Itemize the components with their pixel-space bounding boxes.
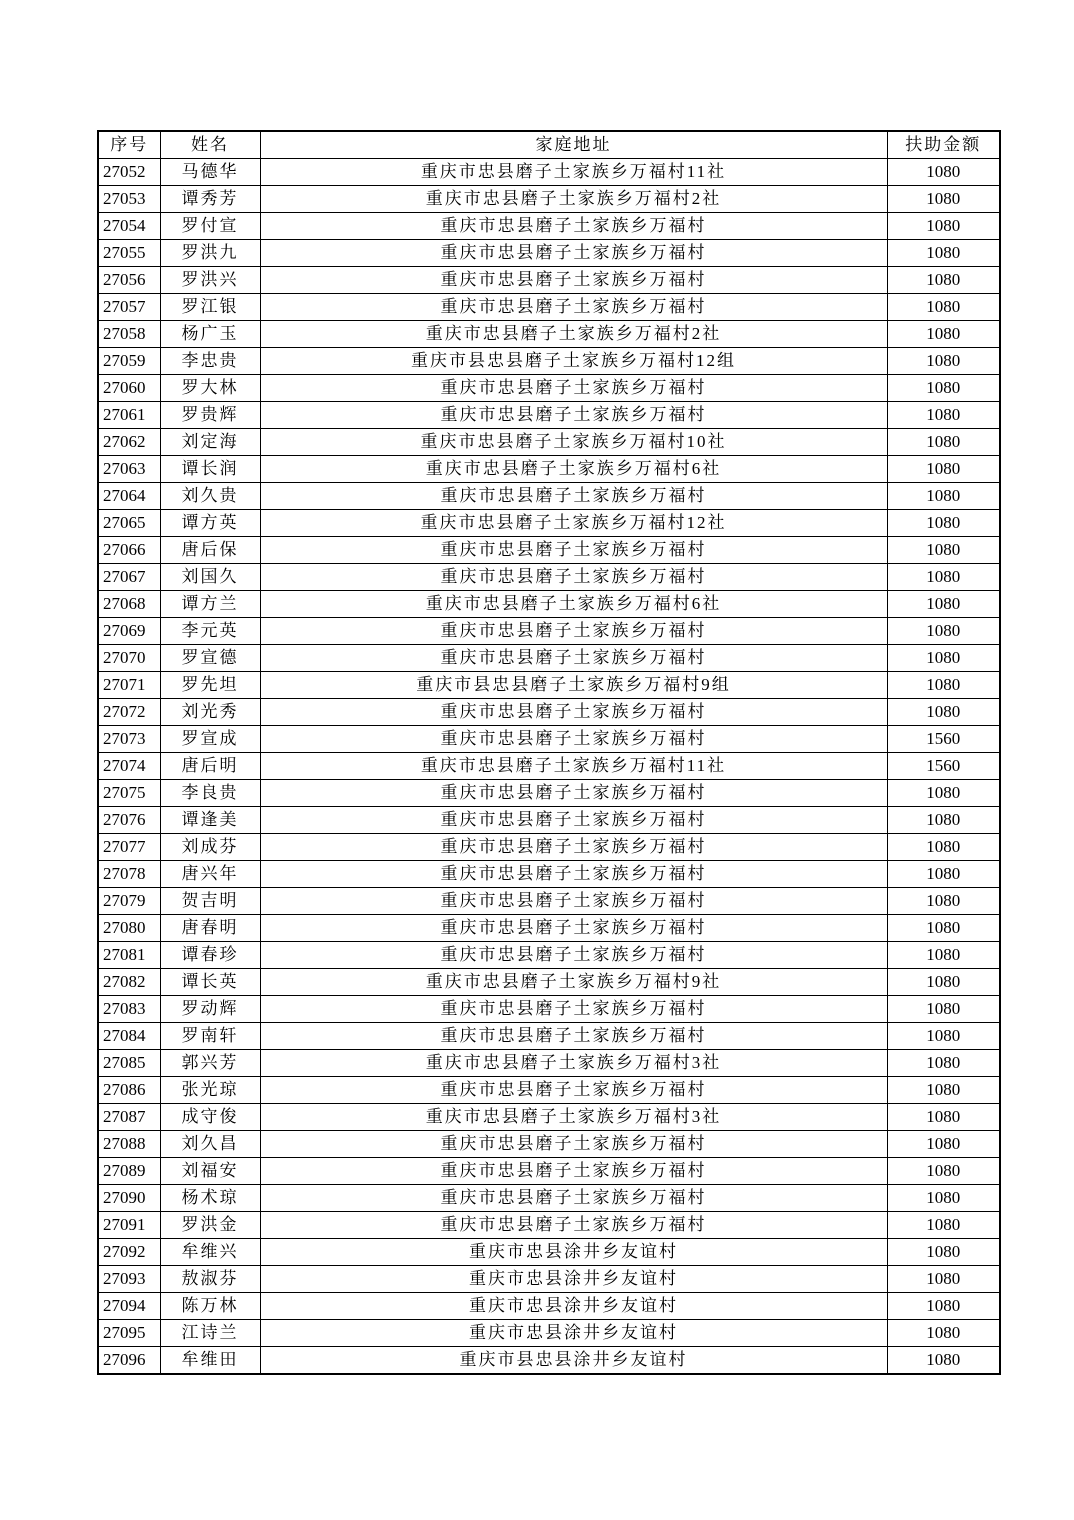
cell-address: 重庆市忠县磨子土家族乡万福村12社 xyxy=(260,510,887,537)
cell-name: 谭春珍 xyxy=(160,942,260,969)
cell-address: 重庆市忠县磨子土家族乡万福村 xyxy=(260,402,887,429)
cell-address: 重庆市忠县磨子土家族乡万福村 xyxy=(260,564,887,591)
table-row xyxy=(98,672,1000,699)
cell-amount: 1080 xyxy=(887,1185,1000,1212)
cell-amount: 1080 xyxy=(887,1239,1000,1266)
assistance-table xyxy=(97,130,1001,1375)
cell-address: 重庆市忠县磨子土家族乡万福村 xyxy=(260,807,887,834)
cell-name: 罗宣德 xyxy=(160,645,260,672)
cell-address: 重庆市忠县磨子土家族乡万福村10社 xyxy=(260,429,887,456)
table-row xyxy=(98,1320,1000,1347)
cell-address: 重庆市忠县磨子土家族乡万福村 xyxy=(260,1212,887,1239)
cell-name: 罗宣成 xyxy=(160,726,260,753)
cell-address: 重庆市县忠县涂井乡友谊村 xyxy=(260,1347,887,1375)
table-row xyxy=(98,834,1000,861)
cell-index: 27063 xyxy=(98,456,160,483)
cell-name: 牟维兴 xyxy=(160,1239,260,1266)
cell-address: 重庆市忠县涂井乡友谊村 xyxy=(260,1239,887,1266)
cell-address: 重庆市忠县磨子土家族乡万福村 xyxy=(260,996,887,1023)
cell-name: 刘定海 xyxy=(160,429,260,456)
cell-index: 27070 xyxy=(98,645,160,672)
cell-address: 重庆市忠县磨子土家族乡万福村 xyxy=(260,834,887,861)
cell-address: 重庆市忠县磨子土家族乡万福村 xyxy=(260,213,887,240)
table-row xyxy=(98,186,1000,213)
table-row xyxy=(98,996,1000,1023)
cell-address: 重庆市忠县磨子土家族乡万福村 xyxy=(260,1077,887,1104)
cell-index: 27094 xyxy=(98,1293,160,1320)
cell-index: 27083 xyxy=(98,996,160,1023)
cell-address: 重庆市忠县磨子土家族乡万福村6社 xyxy=(260,456,887,483)
cell-amount: 1560 xyxy=(887,726,1000,753)
cell-name: 张光琼 xyxy=(160,1077,260,1104)
table-row xyxy=(98,942,1000,969)
cell-name: 谭长润 xyxy=(160,456,260,483)
cell-address: 重庆市忠县磨子土家族乡万福村 xyxy=(260,240,887,267)
cell-index: 27056 xyxy=(98,267,160,294)
cell-amount: 1080 xyxy=(887,1266,1000,1293)
cell-address: 重庆市忠县磨子土家族乡万福村 xyxy=(260,537,887,564)
table-row xyxy=(98,375,1000,402)
cell-amount: 1080 xyxy=(887,483,1000,510)
cell-address: 重庆市忠县磨子土家族乡万福村 xyxy=(260,483,887,510)
table-row xyxy=(98,1077,1000,1104)
cell-amount: 1080 xyxy=(887,861,1000,888)
cell-address: 重庆市忠县涂井乡友谊村 xyxy=(260,1320,887,1347)
header-amount: 扶助金额 xyxy=(887,131,1000,159)
cell-name: 唐后明 xyxy=(160,753,260,780)
cell-name: 谭逢美 xyxy=(160,807,260,834)
cell-name: 罗江银 xyxy=(160,294,260,321)
table-row xyxy=(98,294,1000,321)
cell-name: 罗先坦 xyxy=(160,672,260,699)
cell-amount: 1080 xyxy=(887,510,1000,537)
cell-amount: 1080 xyxy=(887,1293,1000,1320)
header-address: 家庭地址 xyxy=(260,131,887,159)
table-row xyxy=(98,267,1000,294)
table-row xyxy=(98,456,1000,483)
cell-index: 27092 xyxy=(98,1239,160,1266)
cell-name: 成守俊 xyxy=(160,1104,260,1131)
cell-index: 27095 xyxy=(98,1320,160,1347)
cell-index: 27066 xyxy=(98,537,160,564)
table-row xyxy=(98,618,1000,645)
table-row xyxy=(98,483,1000,510)
table-row xyxy=(98,159,1000,186)
table-row xyxy=(98,780,1000,807)
cell-address: 重庆市忠县磨子土家族乡万福村11社 xyxy=(260,159,887,186)
cell-name: 杨广玉 xyxy=(160,321,260,348)
cell-amount: 1080 xyxy=(887,1050,1000,1077)
cell-index: 27059 xyxy=(98,348,160,375)
cell-amount: 1080 xyxy=(887,402,1000,429)
table-row xyxy=(98,1131,1000,1158)
table-row xyxy=(98,510,1000,537)
cell-index: 27088 xyxy=(98,1131,160,1158)
cell-index: 27061 xyxy=(98,402,160,429)
cell-address: 重庆市忠县磨子土家族乡万福村 xyxy=(260,780,887,807)
cell-address: 重庆市县忠县磨子土家族乡万福村12组 xyxy=(260,348,887,375)
cell-name: 谭方兰 xyxy=(160,591,260,618)
cell-name: 郭兴芳 xyxy=(160,1050,260,1077)
table-row xyxy=(98,1104,1000,1131)
table-row xyxy=(98,1347,1000,1375)
cell-name: 李良贵 xyxy=(160,780,260,807)
cell-amount: 1080 xyxy=(887,348,1000,375)
cell-amount: 1080 xyxy=(887,213,1000,240)
cell-amount: 1080 xyxy=(887,969,1000,996)
cell-name: 刘福安 xyxy=(160,1158,260,1185)
cell-index: 27077 xyxy=(98,834,160,861)
cell-name: 罗贵辉 xyxy=(160,402,260,429)
table-row xyxy=(98,402,1000,429)
cell-address: 重庆市忠县磨子土家族乡万福村 xyxy=(260,726,887,753)
cell-name: 罗洪九 xyxy=(160,240,260,267)
table-row xyxy=(98,591,1000,618)
cell-name: 谭秀芳 xyxy=(160,186,260,213)
cell-index: 27057 xyxy=(98,294,160,321)
cell-name: 陈万林 xyxy=(160,1293,260,1320)
table-row xyxy=(98,1050,1000,1077)
cell-amount: 1080 xyxy=(887,1158,1000,1185)
table-row xyxy=(98,429,1000,456)
cell-address: 重庆市忠县磨子土家族乡万福村3社 xyxy=(260,1050,887,1077)
cell-name: 罗洪金 xyxy=(160,1212,260,1239)
cell-address: 重庆市忠县磨子土家族乡万福村 xyxy=(260,699,887,726)
cell-amount: 1080 xyxy=(887,942,1000,969)
table-row xyxy=(98,1185,1000,1212)
table-row xyxy=(98,348,1000,375)
cell-index: 27067 xyxy=(98,564,160,591)
cell-index: 27084 xyxy=(98,1023,160,1050)
table-row xyxy=(98,1023,1000,1050)
cell-name: 罗南轩 xyxy=(160,1023,260,1050)
cell-index: 27080 xyxy=(98,915,160,942)
cell-address: 重庆市忠县磨子土家族乡万福村 xyxy=(260,1131,887,1158)
cell-address: 重庆市忠县磨子土家族乡万福村 xyxy=(260,861,887,888)
cell-index: 27081 xyxy=(98,942,160,969)
cell-amount: 1080 xyxy=(887,996,1000,1023)
cell-index: 27052 xyxy=(98,159,160,186)
cell-address: 重庆市忠县磨子土家族乡万福村2社 xyxy=(260,186,887,213)
table-row xyxy=(98,807,1000,834)
table-row xyxy=(98,888,1000,915)
cell-amount: 1080 xyxy=(887,1077,1000,1104)
cell-address: 重庆市忠县磨子土家族乡万福村2社 xyxy=(260,321,887,348)
cell-amount: 1080 xyxy=(887,294,1000,321)
cell-name: 谭方英 xyxy=(160,510,260,537)
cell-index: 27091 xyxy=(98,1212,160,1239)
cell-index: 27062 xyxy=(98,429,160,456)
cell-amount: 1080 xyxy=(887,429,1000,456)
table-row xyxy=(98,969,1000,996)
cell-index: 27058 xyxy=(98,321,160,348)
cell-amount: 1080 xyxy=(887,267,1000,294)
cell-amount: 1080 xyxy=(887,186,1000,213)
cell-index: 27086 xyxy=(98,1077,160,1104)
cell-name: 罗付宣 xyxy=(160,213,260,240)
cell-index: 27079 xyxy=(98,888,160,915)
cell-amount: 1080 xyxy=(887,537,1000,564)
cell-address: 重庆市忠县磨子土家族乡万福村 xyxy=(260,888,887,915)
cell-address: 重庆市忠县磨子土家族乡万福村 xyxy=(260,942,887,969)
table-row xyxy=(98,726,1000,753)
cell-amount: 1080 xyxy=(887,807,1000,834)
cell-name: 罗动辉 xyxy=(160,996,260,1023)
cell-amount: 1080 xyxy=(887,456,1000,483)
cell-index: 27069 xyxy=(98,618,160,645)
cell-amount: 1080 xyxy=(887,672,1000,699)
cell-amount: 1080 xyxy=(887,375,1000,402)
cell-name: 刘成芬 xyxy=(160,834,260,861)
cell-index: 27089 xyxy=(98,1158,160,1185)
cell-amount: 1080 xyxy=(887,1320,1000,1347)
cell-name: 刘久贵 xyxy=(160,483,260,510)
cell-address: 重庆市忠县磨子土家族乡万福村 xyxy=(260,267,887,294)
cell-index: 27074 xyxy=(98,753,160,780)
cell-index: 27073 xyxy=(98,726,160,753)
header-index: 序号 xyxy=(98,131,160,159)
cell-amount: 1080 xyxy=(887,1212,1000,1239)
cell-address: 重庆市忠县磨子土家族乡万福村 xyxy=(260,375,887,402)
cell-amount: 1080 xyxy=(887,888,1000,915)
cell-name: 唐兴年 xyxy=(160,861,260,888)
cell-address: 重庆市忠县磨子土家族乡万福村 xyxy=(260,1023,887,1050)
table-row xyxy=(98,699,1000,726)
table-row xyxy=(98,1266,1000,1293)
cell-name: 敖淑芬 xyxy=(160,1266,260,1293)
cell-address: 重庆市忠县涂井乡友谊村 xyxy=(260,1293,887,1320)
cell-address: 重庆市忠县磨子土家族乡万福村 xyxy=(260,1158,887,1185)
cell-address: 重庆市忠县磨子土家族乡万福村 xyxy=(260,1185,887,1212)
cell-address: 重庆市忠县磨子土家族乡万福村6社 xyxy=(260,591,887,618)
cell-index: 27087 xyxy=(98,1104,160,1131)
table-row xyxy=(98,537,1000,564)
cell-amount: 1080 xyxy=(887,591,1000,618)
cell-index: 27093 xyxy=(98,1266,160,1293)
cell-name: 李忠贵 xyxy=(160,348,260,375)
table-row xyxy=(98,321,1000,348)
cell-index: 27071 xyxy=(98,672,160,699)
cell-address: 重庆市忠县磨子土家族乡万福村 xyxy=(260,618,887,645)
cell-address: 重庆市忠县磨子土家族乡万福村 xyxy=(260,915,887,942)
cell-amount: 1080 xyxy=(887,1347,1000,1375)
cell-name: 谭长英 xyxy=(160,969,260,996)
table-row xyxy=(98,1293,1000,1320)
cell-name: 刘光秀 xyxy=(160,699,260,726)
cell-index: 27060 xyxy=(98,375,160,402)
cell-index: 27082 xyxy=(98,969,160,996)
cell-index: 27054 xyxy=(98,213,160,240)
cell-name: 李元英 xyxy=(160,618,260,645)
cell-index: 27085 xyxy=(98,1050,160,1077)
cell-address: 重庆市忠县磨子土家族乡万福村11社 xyxy=(260,753,887,780)
cell-address: 重庆市忠县磨子土家族乡万福村 xyxy=(260,645,887,672)
cell-index: 27090 xyxy=(98,1185,160,1212)
cell-address: 重庆市忠县磨子土家族乡万福村9社 xyxy=(260,969,887,996)
cell-amount: 1080 xyxy=(887,159,1000,186)
cell-amount: 1080 xyxy=(887,321,1000,348)
cell-index: 27075 xyxy=(98,780,160,807)
cell-name: 刘久昌 xyxy=(160,1131,260,1158)
cell-amount: 1080 xyxy=(887,834,1000,861)
cell-amount: 1080 xyxy=(887,618,1000,645)
cell-name: 唐春明 xyxy=(160,915,260,942)
cell-address: 重庆市忠县磨子土家族乡万福村 xyxy=(260,294,887,321)
cell-amount: 1080 xyxy=(887,915,1000,942)
header-row xyxy=(98,131,1000,159)
cell-amount: 1080 xyxy=(887,699,1000,726)
cell-index: 27055 xyxy=(98,240,160,267)
cell-amount: 1080 xyxy=(887,240,1000,267)
cell-name: 刘国久 xyxy=(160,564,260,591)
cell-index: 27053 xyxy=(98,186,160,213)
header-name: 姓名 xyxy=(160,131,260,159)
cell-name: 江诗兰 xyxy=(160,1320,260,1347)
cell-address: 重庆市忠县涂井乡友谊村 xyxy=(260,1266,887,1293)
cell-amount: 1080 xyxy=(887,1104,1000,1131)
cell-amount: 1080 xyxy=(887,1023,1000,1050)
cell-amount: 1080 xyxy=(887,780,1000,807)
cell-index: 27078 xyxy=(98,861,160,888)
cell-name: 唐后保 xyxy=(160,537,260,564)
cell-name: 杨术琼 xyxy=(160,1185,260,1212)
cell-name: 马德华 xyxy=(160,159,260,186)
cell-index: 27068 xyxy=(98,591,160,618)
cell-index: 27072 xyxy=(98,699,160,726)
cell-amount: 1080 xyxy=(887,1131,1000,1158)
cell-address: 重庆市忠县磨子土家族乡万福村3社 xyxy=(260,1104,887,1131)
table-row xyxy=(98,753,1000,780)
table-row xyxy=(98,564,1000,591)
cell-index: 27076 xyxy=(98,807,160,834)
cell-index: 27096 xyxy=(98,1347,160,1375)
cell-name: 罗洪兴 xyxy=(160,267,260,294)
cell-amount: 1560 xyxy=(887,753,1000,780)
cell-name: 牟维田 xyxy=(160,1347,260,1375)
cell-amount: 1080 xyxy=(887,564,1000,591)
cell-address: 重庆市县忠县磨子土家族乡万福村9组 xyxy=(260,672,887,699)
table-row xyxy=(98,915,1000,942)
table-row xyxy=(98,1239,1000,1266)
cell-name: 贺吉明 xyxy=(160,888,260,915)
cell-name: 罗大林 xyxy=(160,375,260,402)
table-row xyxy=(98,861,1000,888)
table-row xyxy=(98,645,1000,672)
table-row xyxy=(98,1212,1000,1239)
cell-index: 27065 xyxy=(98,510,160,537)
cell-index: 27064 xyxy=(98,483,160,510)
table-row xyxy=(98,213,1000,240)
cell-amount: 1080 xyxy=(887,645,1000,672)
table-row xyxy=(98,1158,1000,1185)
table-row xyxy=(98,240,1000,267)
